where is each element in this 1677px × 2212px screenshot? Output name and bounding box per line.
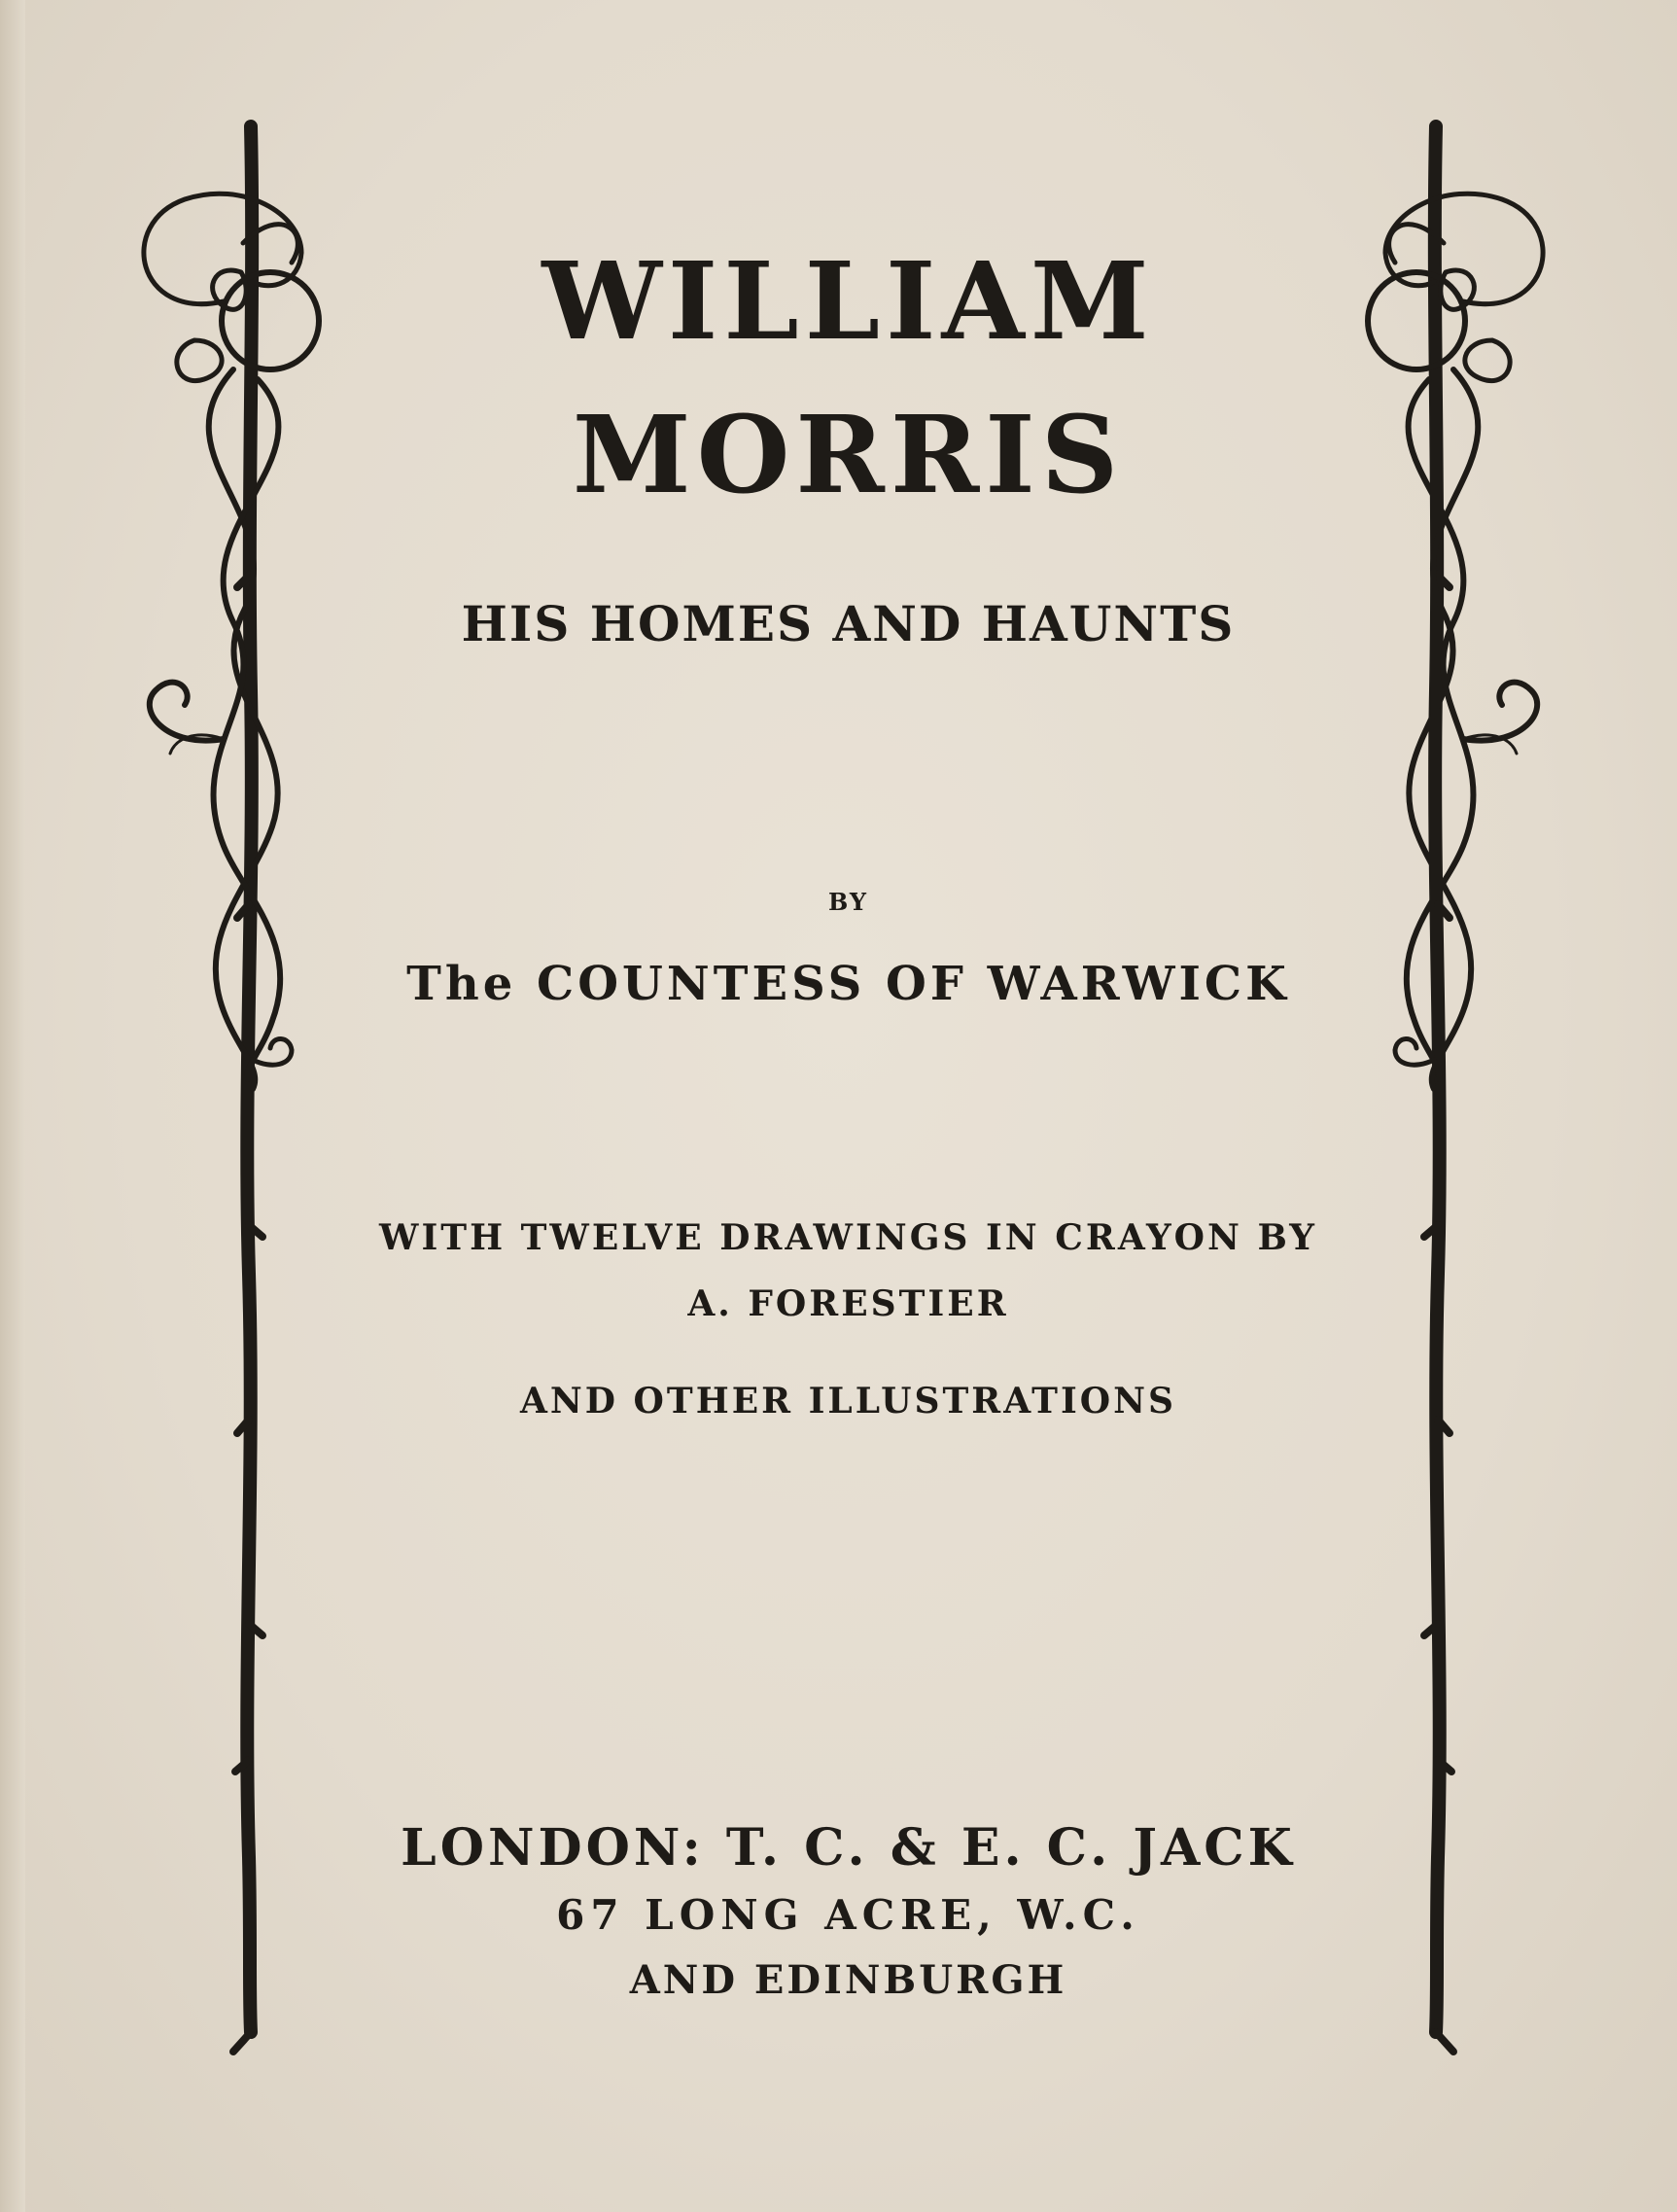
illustrations-line-2: A. FORESTIER <box>687 1283 1009 1324</box>
illustrations-line-1: WITH TWELVE DRAWINGS IN CRAYON BY <box>379 1217 1317 1258</box>
publisher-line-1: LONDON: T. C. & E. C. JACK <box>401 1818 1296 1878</box>
title-line-2: MORRIS <box>572 392 1125 517</box>
publisher-city: AND EDINBURGH <box>629 1957 1067 2003</box>
publisher-address: 67 LONG ACRE, W.C. <box>556 1891 1140 1939</box>
illustrations-line-3: AND OTHER ILLUSTRATIONS <box>519 1381 1177 1422</box>
by-label: BY <box>828 888 868 916</box>
page-gutter-edge <box>0 0 25 2212</box>
author-name: The COUNTESS OF WARWICK <box>406 957 1290 1011</box>
title-line-1: WILLIAM <box>542 238 1155 364</box>
subtitle: HIS HOMES AND HAUNTS <box>461 595 1236 652</box>
